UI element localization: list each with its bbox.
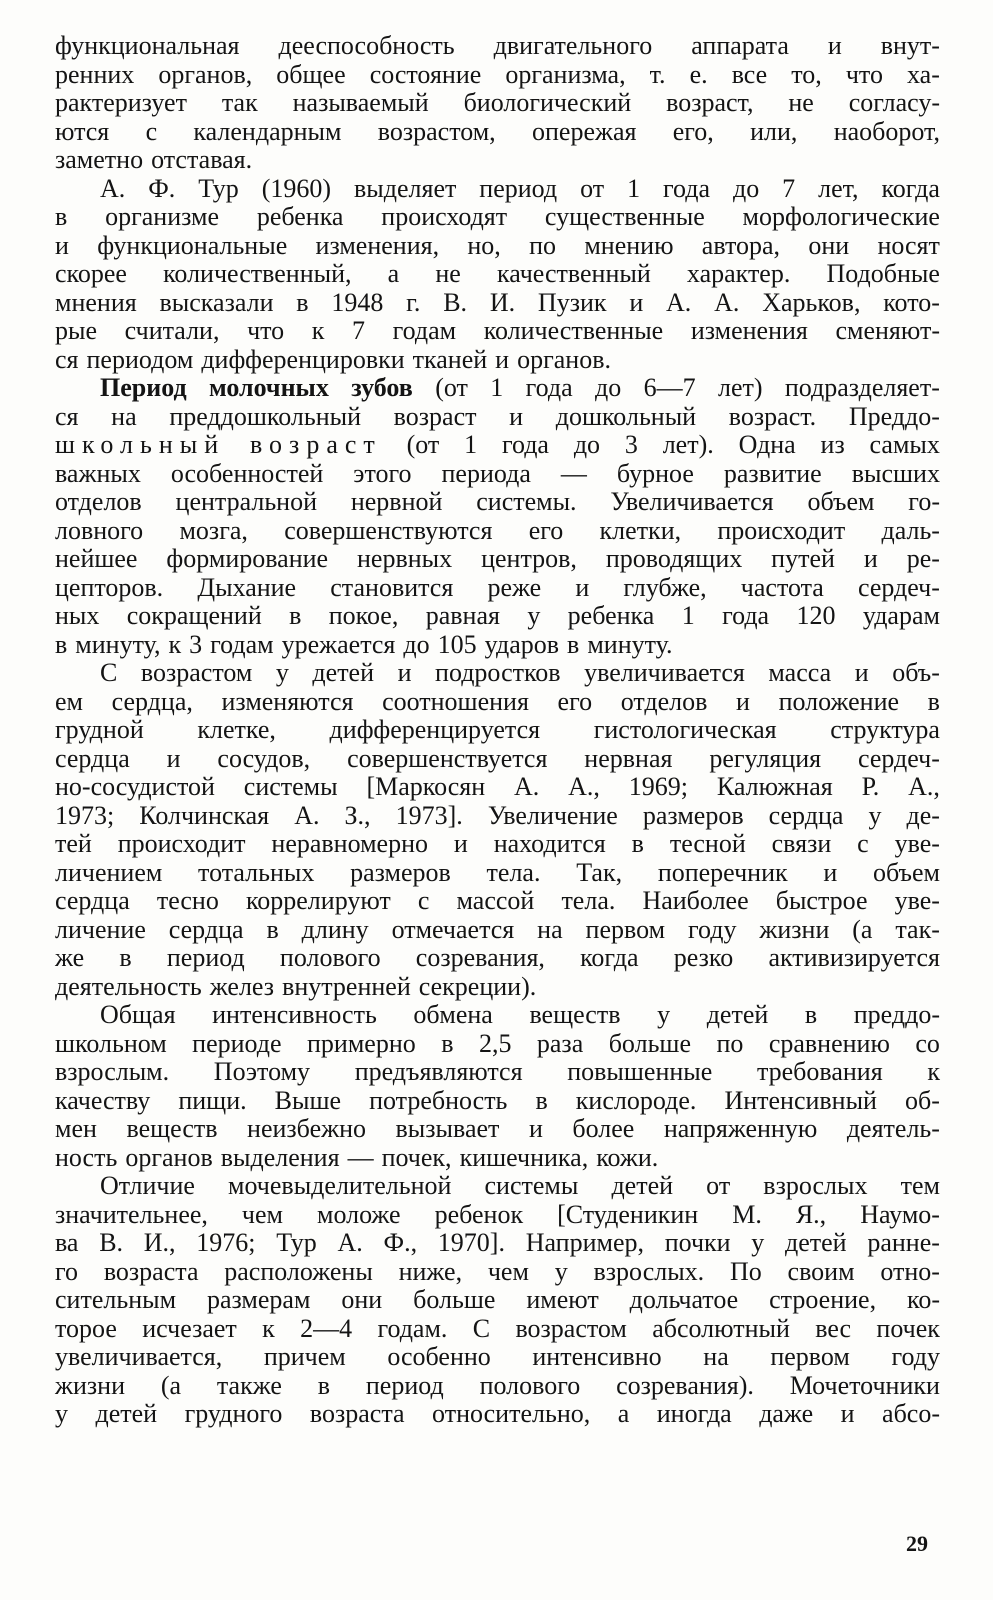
text-line: же в период полового созревания, когда резко активизируется (55, 943, 940, 972)
text-line: функциональная дееспособность двигательного аппарата и внут- (55, 31, 940, 60)
text-line: ренних органов, общее состояние организма, т. е. все то, что ха- (55, 59, 940, 89)
text-line: ловного мозга, совершенствуются его клетки, происходит даль- (55, 515, 940, 545)
text-line: сительным размерам они больше имеют дольчатое строение, ко- (55, 1285, 940, 1314)
text-line: у детей грудного возраста относительно, а иногда даже и абсо- (55, 1399, 940, 1428)
text-line: ются с календарным возрастом, опережая его, или, наоборот, (55, 116, 940, 146)
text-line: мен веществ неизбежно вызывает и более напряженную деятель- (55, 1114, 940, 1143)
text-line: жизни (а также в период полового созревания). Мочеточники (55, 1370, 940, 1400)
text-line: сердца и сосудов, совершенствуется нервная регуляция сердеч- (55, 743, 940, 773)
text-line: личение сердца в длину отмечается на первом году жизни (а так- (55, 914, 940, 944)
text-line: рактеризует так называемый биологический возраст, не согласу- (55, 88, 940, 117)
text-line: важных особенностей этого периода — бурное развитие высших (55, 458, 940, 488)
text-line: А. Ф. Тур (1960) выделяет период от 1 года до 7 лет, когда (100, 173, 940, 203)
text-line: качеству пищи. Выше потребность в кислороде. Интенсивный об- (55, 1085, 940, 1115)
text-line: ность органов выделения — почек, кишечника, кожи. (55, 1142, 659, 1172)
text-line: но-сосудистой системы [Маркосян А. А., 1969; Калюжная Р. А., (55, 772, 940, 801)
text-line: ем сердца, изменяются соотношения его отделов и положение в (55, 686, 940, 716)
text-line: го возраста расположены ниже, чем у взрослых. По своим отно- (55, 1256, 940, 1286)
text-line: цепторов. Дыхание становится реже и глубже, частота сердеч- (55, 572, 940, 602)
text-line: заметно отставая. (55, 145, 253, 174)
text-line: скорее количественный, а не качественный характер. Подобные (55, 259, 940, 288)
text-line: личением тотальных размеров тела. Так, поперечник и объем (55, 857, 940, 887)
text-line: сердца тесно коррелируют с массой тела. Наиболее быстрое уве- (55, 886, 940, 915)
text-line: в организме ребенка происходят существенные морфологические (55, 202, 940, 231)
text-line: ся периодом дифференцировки тканей и органов. (55, 344, 611, 374)
page-number: 29 (906, 1531, 928, 1556)
text-line: торое исчезает к 2—4 годам. С возрастом абсолютный вес почек (55, 1313, 940, 1343)
text-line: рые считали, что к 7 годам количественные изменения сменяют- (55, 316, 940, 345)
text-line: школьный возраст (от 1 года до 3 лет). Одна из самых (55, 430, 940, 459)
body-text (55, 32, 940, 1429)
text-line: деятельность желез внутренней секреции). (55, 971, 537, 1001)
text-line: ных сокращений в покое, равная у ребенка 1 года 120 ударам (55, 601, 940, 630)
text-line: в минуту, к 3 годам урежается до 105 ударов в минуту. (55, 629, 673, 659)
text-line: Общая интенсивность обмена веществ у детей в преддо- (100, 1000, 940, 1029)
text-line: значительнее, чем моложе ребенок [Студеникин М. Я., Наумо- (55, 1199, 940, 1229)
text-line: и функциональные изменения, но, по мнению автора, они носят (55, 230, 940, 260)
text-line: ва В. И., 1976; Тур А. Ф., 1970]. Например, почки у детей ранне- (55, 1228, 940, 1257)
text-line: грудной клетке, дифференцируется гистологическая структура (55, 715, 940, 744)
text-line: тей происходит неравномерно и находится в тесной связи с уве- (55, 829, 940, 858)
text-line: увеличивается, причем особенно интенсивно на первом году (55, 1342, 940, 1371)
text-line: 1973; Колчинская А. З., 1973]. Увеличение размеров сердца у де- (55, 800, 940, 830)
text-line: С возрастом у детей и подростков увеличивается масса и объ- (100, 658, 940, 687)
text-line: нейшее формирование нервных центров, проводящих путей и ре- (55, 544, 940, 573)
text-line: отделов центральной нервной системы. Увеличивается объем го- (55, 487, 940, 516)
text-line: школьном периоде примерно в 2,5 раза больше по сравнению со (55, 1028, 940, 1058)
text-line: мнения высказали в 1948 г. В. И. Пузик и А. А. Харьков, кото- (55, 287, 940, 317)
text-line: ся на преддошкольный возраст и дошкольный возраст. Преддо- (55, 401, 940, 431)
text-line: взрослым. Поэтому предъявляются повышенные требования к (55, 1057, 940, 1086)
text-line: Отличие мочевыделительной системы детей от взрослых тем (100, 1171, 940, 1200)
text-line: Период молочных зубов (от 1 года до 6—7 лет) подразделяет- (100, 373, 940, 402)
